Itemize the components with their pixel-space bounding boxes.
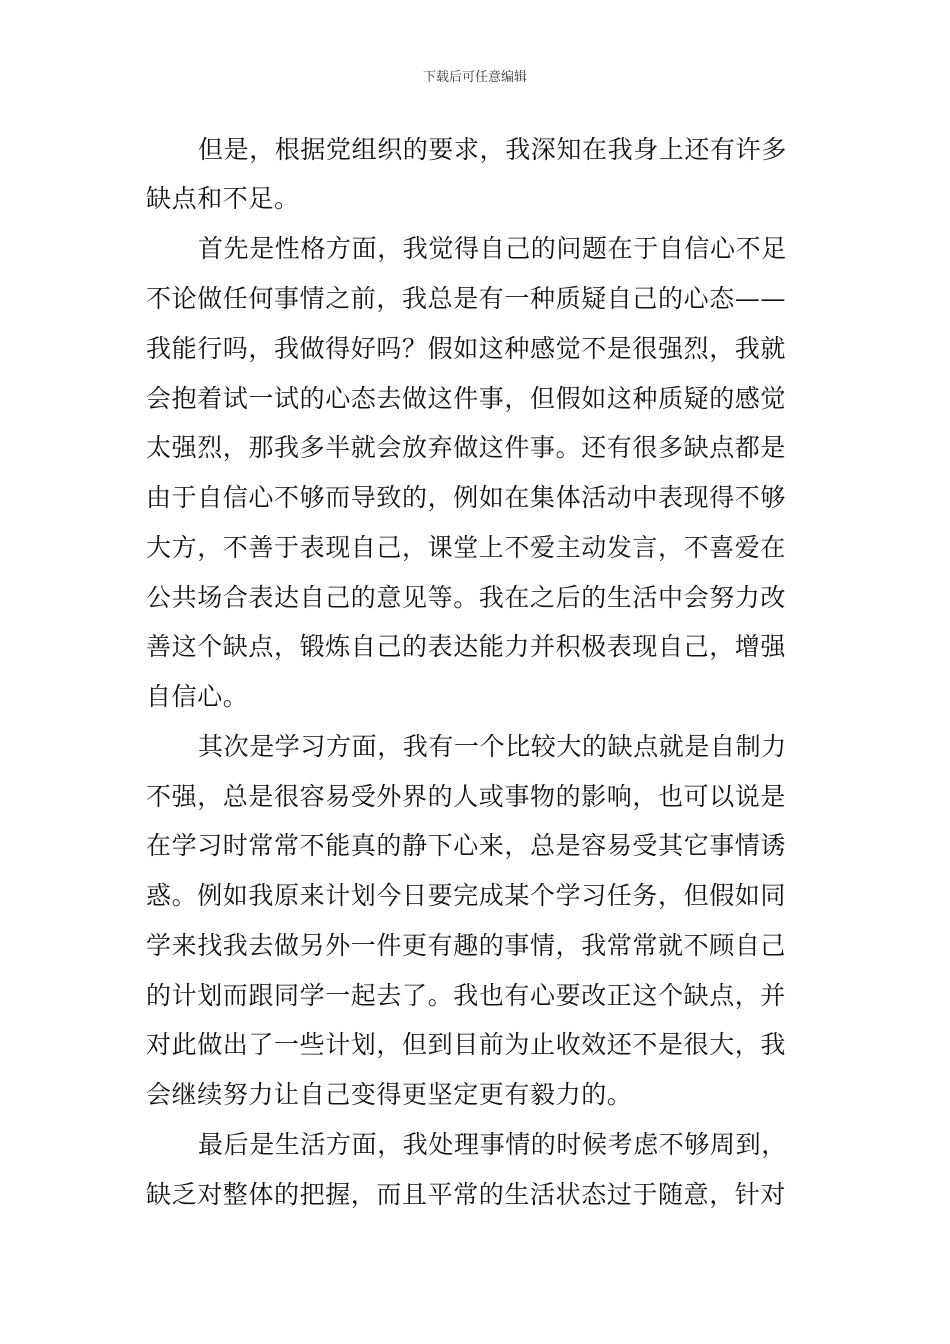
text-line: 由于自信心不够而导致的，例如在集体活动中表现得不够 (146, 483, 787, 512)
text-line: 大方，不善于表现自己，课堂上不爱主动发言，不喜爱在 (146, 533, 787, 562)
page-header: 下载后可任意编辑 (422, 70, 527, 85)
text-line: 对此做出了一些计划，但到目前为止收效还不是很大，我 (146, 1030, 787, 1059)
text-line: 在学习时常常不能真的静下心来，总是容易受其它事情诱 (146, 831, 787, 860)
text-line: 缺点和不足。 (146, 184, 300, 213)
text-line: 的计划而跟同学一起去了。我也有心要改正这个缺点，并 (146, 981, 787, 1010)
text-line: 善这个缺点，锻炼自己的表达能力并积极表现自己，增强 (146, 632, 787, 661)
text-line: 最后是生活方面，我处理事情的时候考虑不够周到， (198, 1130, 787, 1159)
text-line: 我能行吗，我做得好吗？假如这种感觉不是很强烈，我就 (146, 334, 787, 363)
text-line: 会继续努力让自己变得更坚定更有毅力的。 (146, 1080, 633, 1109)
text-line: 首先是性格方面，我觉得自己的问题在于自信心不足 (198, 234, 787, 263)
text-line: 公共场合表达自己的意见等。我在之后的生活中会努力改 (146, 583, 787, 612)
text-line: 不强，总是很容易受外界的人或事物的影响，也可以说是 (146, 782, 787, 811)
text-line: 惑。例如我原来计划今日要完成某个学习任务，但假如同 (146, 881, 787, 910)
text-line: 其次是学习方面，我有一个比较大的缺点就是自制力 (198, 732, 787, 761)
text-line: 自信心。 (146, 682, 249, 711)
text-line: 不论做任何事情之前，我总是有一种质疑自己的心态—— (146, 284, 787, 313)
text-line: 学来找我去做另外一件更有趣的事情，我常常就不顾自己 (146, 931, 787, 960)
text-line: 但是，根据党组织的要求，我深知在我身上还有许多 (198, 135, 787, 164)
text-line: 缺乏对整体的把握，而且平常的生活状态过于随意，针对 (146, 1180, 787, 1209)
text-line: 太强烈，那我多半就会放弃做这件事。还有很多缺点都是 (146, 433, 787, 462)
text-line: 会抱着试一试的心态去做这件事，但假如这种质疑的感觉 (146, 384, 787, 413)
